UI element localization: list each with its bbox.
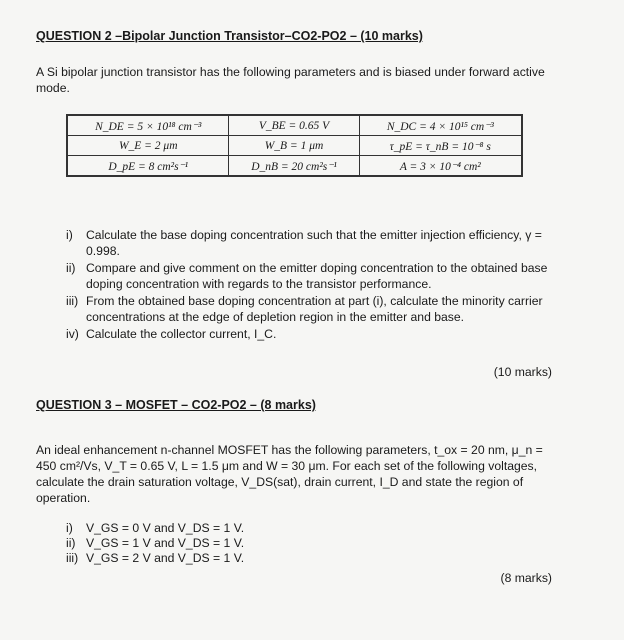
list-item [66,326,556,342]
part-number: ii) [66,261,76,275]
question-3-intro: An ideal enhancement n-channel MOSFET has the following parameters, t_ox = 20 nm, μ_n = 450 cm²/Vs, V_T = 0.65 V, L = 1.5 μm and W = 30 μm. For each set of the following voltages, calculate the drain saturation voltage, V_DS(sat), drain current, I_D and state the region of operation. [36,443,543,505]
question-2-parts [66,227,556,343]
table-cell: N_DC = 4 × 10¹⁵ cm⁻³ [359,115,522,136]
part-number: i) [66,521,73,535]
part-text: Calculate the collector current, I_C. [86,327,277,341]
table-row [67,115,522,136]
list-item [66,536,556,551]
table-cell: N_DE = 5 × 10¹⁸ cm⁻³ [67,115,229,136]
question-3-title: QUESTION 3 – MOSFET – CO2-PO2 – (8 marks) [36,398,316,412]
list-item [66,227,556,259]
part-text: V_GS = 1 V and V_DS = 1 V. [86,536,245,550]
table-cell: τ_pE = τ_nB = 10⁻⁸ s [359,136,522,156]
question-3-marks: (8 marks) [500,571,552,585]
part-number: iii) [66,294,79,308]
table-cell: W_B = 1 μm [229,136,359,156]
table-cell: D_nB = 20 cm²s⁻¹ [229,156,359,177]
list-item [66,551,556,566]
part-number: ii) [66,536,76,550]
part-text: Compare and give comment on the emitter doping concentration to the obtained base doping concentration with regards to the transistor performance. [86,261,548,291]
part-number: i) [66,228,73,242]
list-item [66,260,556,292]
table-cell: W_E = 2 μm [67,136,229,156]
part-number: iii) [66,551,79,565]
table-cell: V_BE = 0.65 V [229,115,359,136]
table-cell: A = 3 × 10⁻⁴ cm² [359,156,522,177]
table-cell: D_pE = 8 cm²s⁻¹ [67,156,229,177]
table-row [67,156,522,177]
part-text: From the obtained base doping concentration at part (i), calculate the minority carrier concentrations at the edge of depletion region in the emitter and base. [86,294,543,324]
part-text: V_GS = 0 V and V_DS = 1 V. [86,521,245,535]
part-text: Calculate the base doping concentration such that the emitter injection efficiency, γ = 0.998. [86,228,542,258]
table-row [67,136,522,156]
list-item [66,521,556,536]
question-3-parts [66,521,556,566]
question-2-intro: A Si bipolar junction transistor has the following parameters and is biased under forward active mode. [36,65,545,95]
bjt-parameter-table [66,114,523,177]
question-2-marks: (10 marks) [493,365,552,379]
part-number: iv) [66,327,79,341]
question-2-title: QUESTION 2 –Bipolar Junction Transistor–CO2-PO2 – (10 marks) [36,29,423,43]
list-item [66,293,556,325]
part-text: V_GS = 2 V and V_DS = 1 V. [86,551,245,565]
